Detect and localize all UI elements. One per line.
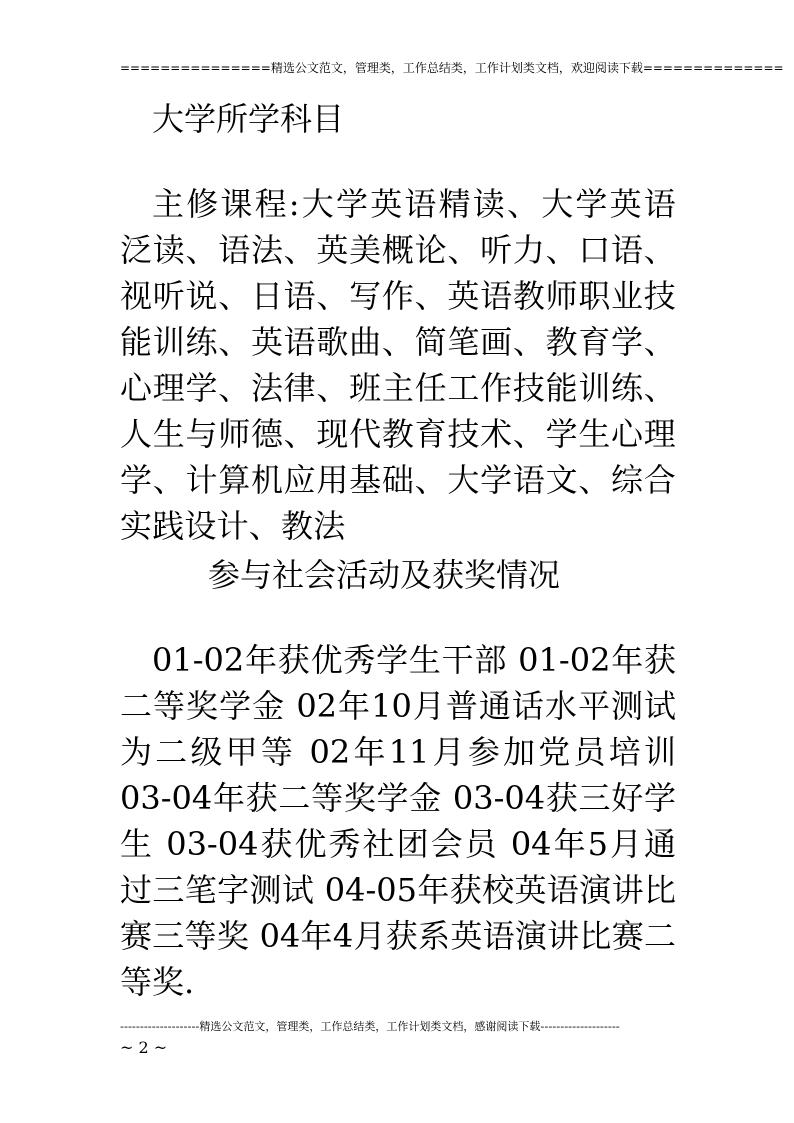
page-footer-banner: --------------------精选公文范文，管理类，工作总结类，工作计划类文档，感谢阅读下载-------------------- [120,1020,620,1033]
courses-paragraph: 主修课程:大学英语精读、大学英语泛读、语法、英美概论、听力、口语、视听说、日语、写作、英语教师职业技能训练、英语歌曲、简笔画、教育学、心理学、法律、班主任工作技能训练、人生与师德、现代教育技术、学生心理学、计算机应用基础、大学语文、综合实践设计、教法 [120,185,676,545]
page-number: ~ 2 ~ [120,1038,168,1057]
awards-paragraph: 01-02年获优秀学生干部 01-02年获二等奖学金 02年10月普通话水平测试为二级甲等 02年11月参加党员培训 03-04年获二等奖学金 03-04获三好学生 03-04获优秀社团会员 04年5月通过三笔字测试 04-05年获校英语演讲比赛三等奖 04年4月获系英语演讲比赛二等奖. [120,641,676,1001]
page-header-banner: ===============精选公文范文，管理类，工作总结类，工作计划类文档，欢迎阅读下载============== [120,61,784,75]
section-title: 参与社会活动及获奖情况 [208,556,561,594]
document-title: 大学所学科目 [152,100,345,138]
